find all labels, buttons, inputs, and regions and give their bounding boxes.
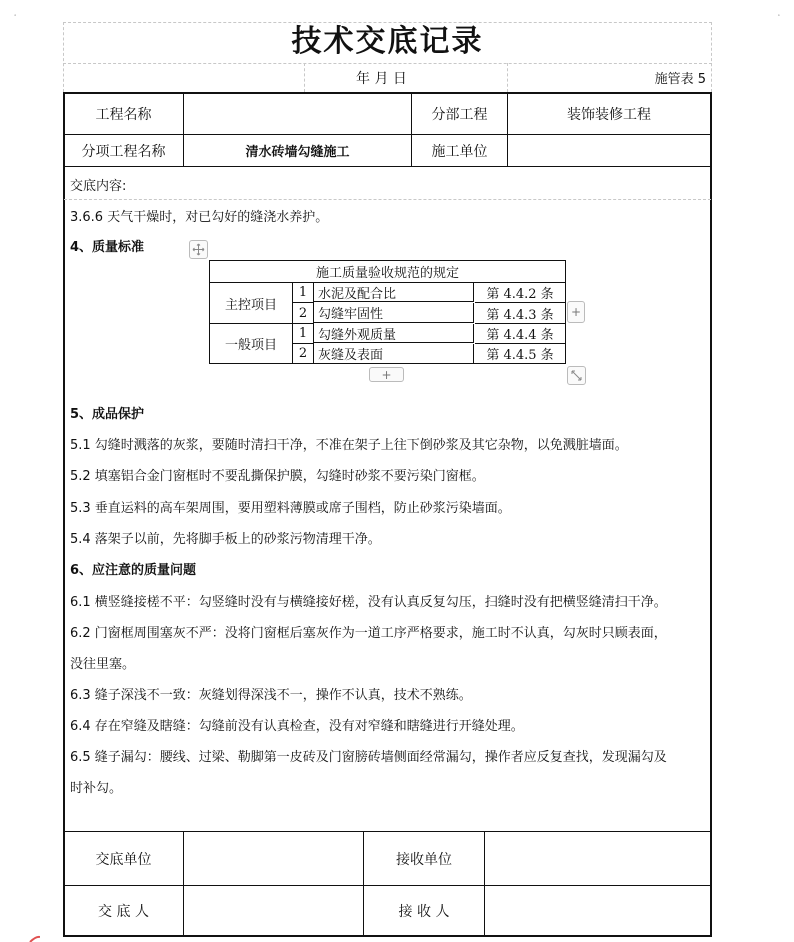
row-clause: 第 4.4.2 条 <box>475 283 565 303</box>
paragraph-5-1[interactable]: 5.1 勾缝时溅落的灰浆，要随时清扫干净，不准在架子上往下倒砂浆及其它杂物，以免溅脏墙面。 <box>70 438 628 453</box>
issuer-unit-field[interactable] <box>184 832 363 885</box>
row-rule-2 <box>64 166 711 167</box>
paragraph-6-5-line1[interactable]: 6.5 缝子漏勾：腰线、过梁、勒脚第一皮砖及门窗膀砖墙侧面经常漏勾，操作者应反复查找，发现漏勾及 <box>70 750 667 765</box>
section-4-heading[interactable]: 4、质量标准 <box>70 240 145 255</box>
division-field[interactable]: 装饰装修工程 <box>567 107 651 123</box>
project-name-label: 工程名称 <box>95 107 152 123</box>
project-name-field[interactable] <box>184 94 411 134</box>
issuer-person-field[interactable] <box>184 886 363 935</box>
paragraph-6-4[interactable]: 6.4 存在窄缝及瞎缝：勾缝前没有认真检查，没有对窄缝和瞎缝进行开缝处理。 <box>70 719 524 734</box>
add-row-button[interactable] <box>369 367 404 382</box>
row-clause: 第 4.4.4 条 <box>475 324 565 344</box>
content-label: 交底内容: <box>70 179 127 194</box>
row-no: 1 <box>293 324 314 344</box>
paragraph-6-1[interactable]: 6.1 横竖缝接槎不平：勾竖缝时没有与横缝接好槎，没有认真反复勾压，扫缝时没有把横竖缝清扫干净。 <box>70 595 667 610</box>
receiver-unit-label: 接收单位 <box>396 851 452 868</box>
issuer-person-label: 交 底 人 <box>98 903 149 920</box>
group-general: 一般项目 <box>210 324 293 363</box>
row-item: 勾缝牢固性 <box>314 303 474 323</box>
plus-icon: + <box>570 305 582 319</box>
quality-standard-table[interactable] <box>209 260 566 364</box>
item-name-field[interactable]: 清水砖墙勾缝施工 <box>245 145 350 160</box>
row-no: 2 <box>293 344 314 363</box>
move-icon <box>192 243 205 256</box>
paragraph-6-2-line2[interactable]: 没往里塞。 <box>70 657 136 672</box>
receiver-person-field[interactable] <box>485 886 710 935</box>
row-item: 灰缝及表面 <box>314 344 474 363</box>
add-column-button[interactable] <box>567 301 585 323</box>
header-dashed-mid <box>63 63 712 64</box>
page-corner-mark <box>0 934 40 942</box>
plus-icon: + <box>381 367 392 382</box>
paragraph-5-2[interactable]: 5.2 填塞铝合金门窗框时不要乱撕保护膜，勾缝时砂浆不要污染门窗框。 <box>70 469 485 484</box>
paragraph-6-3[interactable]: 6.3 缝子深浅不一致：灰缝划得深浅不一，操作不认真，技术不熟练。 <box>70 688 472 703</box>
row-item: 水泥及配合比 <box>314 283 474 302</box>
row-clause: 第 4.4.5 条 <box>486 348 554 363</box>
section-5-heading[interactable]: 5、成品保护 <box>70 407 145 422</box>
issuer-unit-label: 交底单位 <box>95 851 152 868</box>
paragraph-6-2-line1[interactable]: 6.2 门窗框周围塞灰不严：没将门窗框后塞灰作为一道工序严格要求，施工时不认真，勾灰时只顾表面， <box>70 626 667 641</box>
quality-table-caption: 施工质量验收规范的规定 <box>210 261 565 283</box>
form-number: 施管表 5 <box>654 72 706 87</box>
table-move-handle[interactable] <box>189 240 208 259</box>
row-no: 2 <box>293 303 314 324</box>
item-name-label: 分项工程名称 <box>81 143 166 160</box>
header-dashed-div2 <box>507 63 508 92</box>
section-6-heading[interactable]: 6、应注意的质量问题 <box>70 563 197 578</box>
table-resize-handle[interactable] <box>567 366 586 385</box>
contractor-field[interactable] <box>508 135 710 166</box>
date-field[interactable]: 年 月 日 <box>356 71 407 87</box>
resize-icon <box>571 370 582 381</box>
page-corner-top-left <box>0 0 16 16</box>
content-label-dashed-rule <box>64 199 711 200</box>
row-no: 1 <box>293 283 314 303</box>
header-dashed-div1 <box>304 63 305 92</box>
document-title: 技术交底记录 <box>291 24 484 59</box>
group-main-control: 主控项目 <box>210 283 293 324</box>
row-clause: 第 4.4.3 条 <box>475 303 565 324</box>
paragraph-6-5-line2[interactable]: 时补勾。 <box>70 781 123 796</box>
receiver-person-label: 接 收 人 <box>398 903 450 920</box>
paragraph-3-6-6[interactable]: 3.6.6 天气干燥时，对已勾好的缝浇水养护。 <box>70 210 329 225</box>
page-corner-top-right <box>778 0 794 16</box>
receiver-unit-field[interactable] <box>485 832 710 885</box>
division-label: 分部工程 <box>431 107 488 123</box>
paragraph-5-3[interactable]: 5.3 垂直运料的高车架周围，要用塑料薄膜或席子围档，防止砂浆污染墙面。 <box>70 501 511 516</box>
contractor-label: 施工单位 <box>431 143 488 160</box>
paragraph-5-4[interactable]: 5.4 落架子以前，先将脚手板上的砂浆污物清理干净。 <box>70 532 381 547</box>
row-item: 勾缝外观质量 <box>314 324 474 343</box>
